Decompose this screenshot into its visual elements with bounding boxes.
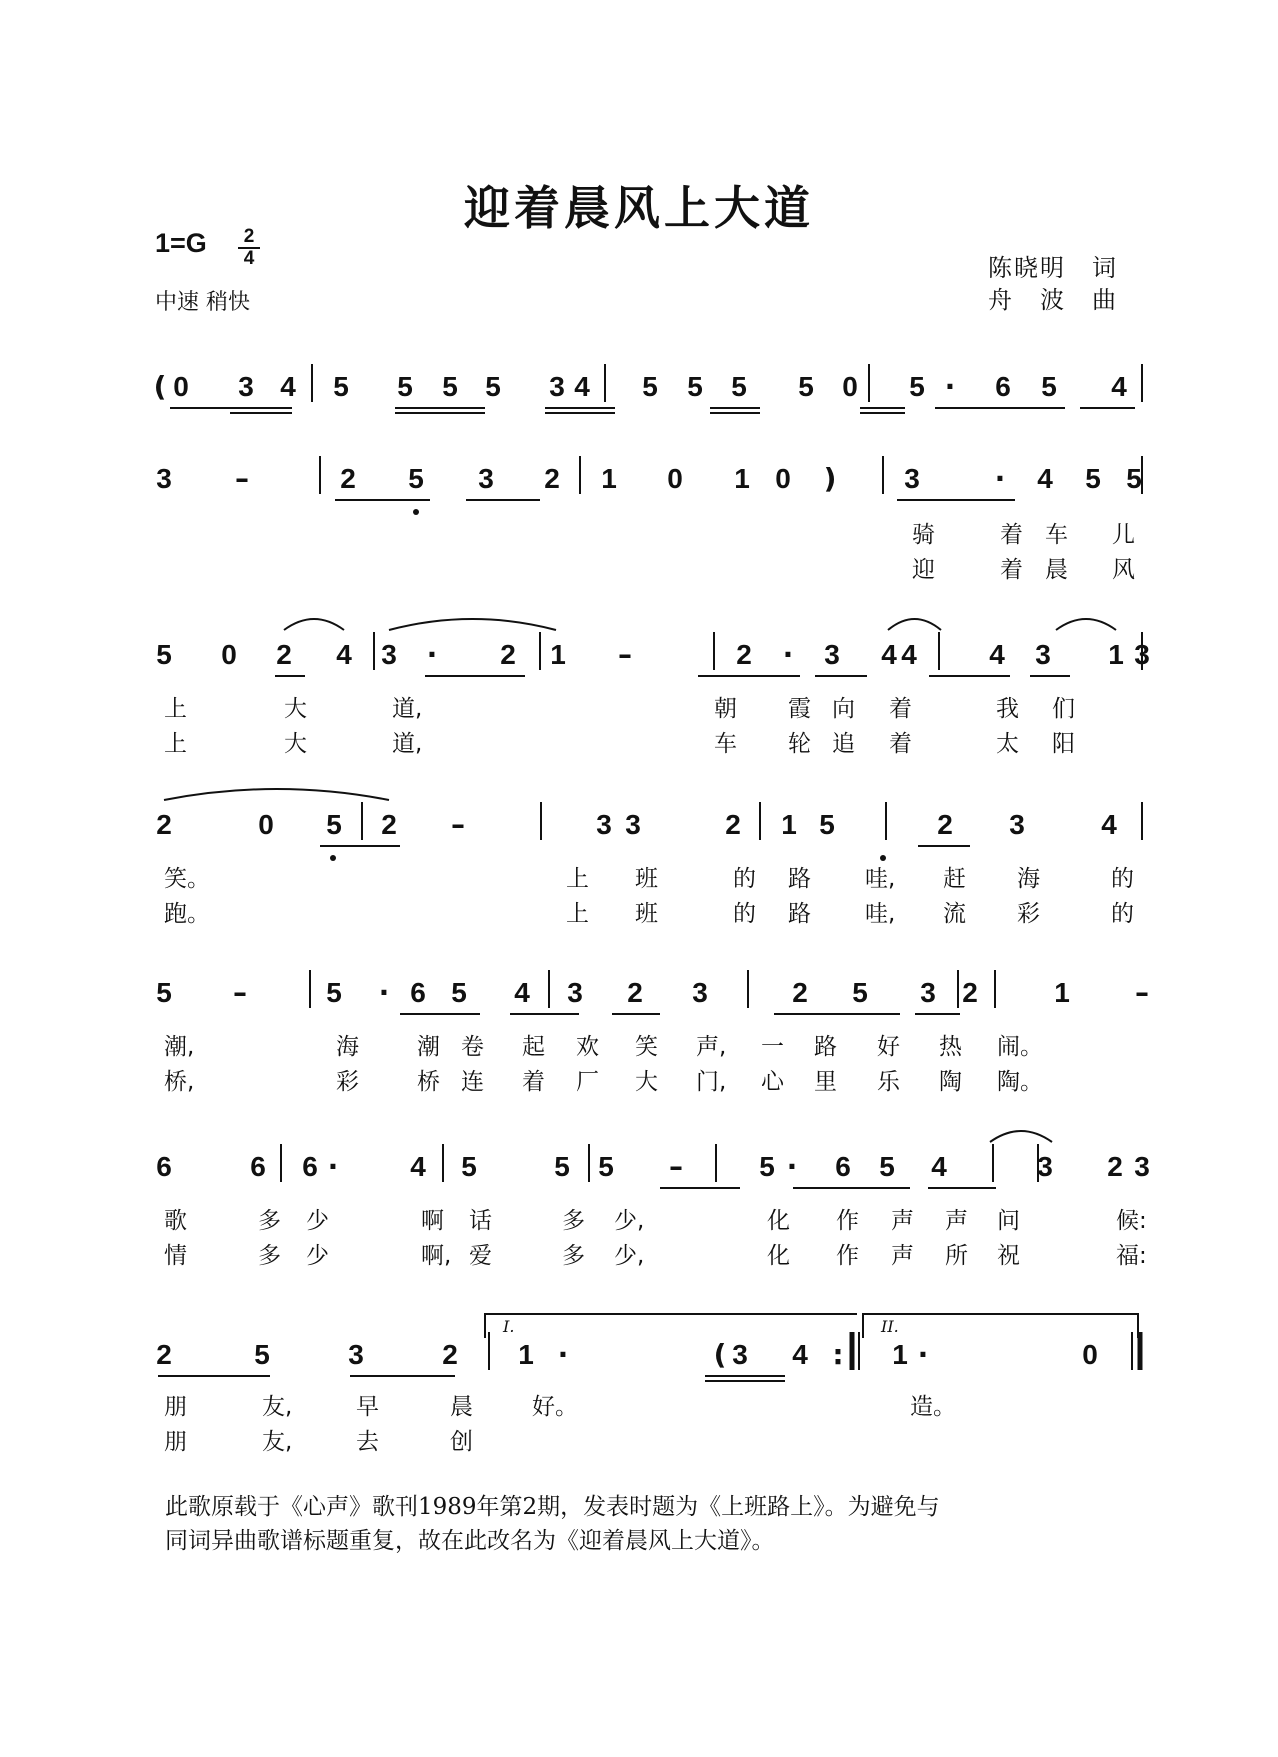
dot: · [994, 462, 1006, 495]
lyric-verse-1: 候: [1116, 1208, 1147, 1234]
note: 5 [759, 1151, 775, 1182]
lyric-verse-1: 问 [997, 1208, 1020, 1234]
lyric-verse-1: 起 [522, 1034, 545, 1060]
lyric-verse-1: 潮 [417, 1034, 440, 1060]
lyric-verse-1: 少, [614, 1208, 645, 1234]
note: 5 [1126, 463, 1142, 494]
note: 4 [931, 1151, 947, 1182]
note: 2 [725, 809, 741, 840]
lyric-verse-2: 所 [945, 1243, 968, 1269]
lyric-verse-2: 车 [714, 731, 737, 757]
lyric-verse-2: 陶。 [997, 1069, 1043, 1095]
note: 3 [381, 639, 397, 670]
note: 5 [798, 371, 814, 402]
time-signature-denominator: 4 [243, 248, 255, 269]
lyric-verse-2: 着 [1000, 557, 1023, 583]
lyric-verse-1: 车 [1045, 522, 1068, 548]
lyric-verse-2: 大 [635, 1069, 658, 1095]
lyric-verse-1: 闹。 [997, 1034, 1043, 1060]
note: 3 [478, 463, 494, 494]
lyric-verse-1: 一 [761, 1034, 784, 1060]
lyric-verse-2: 门, [696, 1069, 727, 1095]
lyric-verse-2: 追 [832, 731, 855, 757]
paren: ( [153, 370, 167, 403]
lyric-verse-1: 歌 [164, 1208, 187, 1234]
song-title: 迎着晨风上大道 [464, 181, 814, 235]
lyric-verse-1: 好。 [532, 1394, 578, 1420]
footnote [165, 1490, 1165, 1558]
lyric-verse-1: 的 [1111, 866, 1134, 892]
lyric-verse-1: 晨 [450, 1394, 473, 1420]
note: 5 [156, 639, 172, 670]
note: 6 [302, 1151, 318, 1182]
note: 3 [1134, 639, 1150, 670]
lyric-verse-1: 霞 [788, 696, 811, 722]
lyric-verse-1: 早 [356, 1394, 379, 1420]
time-signature-numerator: 2 [243, 226, 255, 247]
note: 3 [824, 639, 840, 670]
note: 0 [258, 809, 274, 840]
note: 3 [567, 977, 583, 1008]
lyric-verse-2: 大 [284, 731, 307, 757]
dot: · [426, 638, 438, 671]
slur [389, 619, 556, 630]
note: 3 [156, 463, 172, 494]
lyric-verse-1: 卷 [461, 1034, 484, 1060]
low-octave-dot [330, 855, 336, 861]
lyric-verse-2: 朋 [164, 1429, 187, 1455]
note: 4 [901, 639, 917, 670]
lyric-verse-1: 朝 [714, 696, 737, 722]
note: 5 [819, 809, 835, 840]
lyric-verse-1: 作 [836, 1208, 859, 1234]
lyric-verse-2: 里 [814, 1069, 837, 1095]
note: 5 [333, 371, 349, 402]
lyric-verse-1: 声, [696, 1034, 727, 1060]
note: 5 [408, 463, 424, 494]
lyric-verse-2: 道, [392, 731, 423, 757]
note: 6 [835, 1151, 851, 1182]
note: 1 [601, 463, 617, 494]
volta-bracket-2 [863, 1314, 1138, 1338]
lyric-verse-2: 着 [889, 731, 912, 757]
lyric-verse-2: 上 [164, 731, 187, 757]
lyric-verse-1: 路 [788, 866, 811, 892]
lyric-verse-1: 大 [284, 696, 307, 722]
note: 4 [574, 371, 590, 402]
note: 4 [336, 639, 352, 670]
lyric-verse-2: 桥 [417, 1069, 440, 1095]
dash: – [235, 462, 249, 495]
lyric-verse-2: 福: [1116, 1243, 1147, 1269]
note: 1 [1108, 639, 1124, 670]
lyric-verse-2: 桥, [164, 1069, 195, 1095]
lyric-verse-2: 连 [461, 1069, 484, 1095]
lyric-verse-1: 化 [767, 1208, 790, 1234]
lyric-verse-2: 陶 [939, 1069, 962, 1095]
dash: – [233, 976, 247, 1009]
note: 6 [410, 977, 426, 1008]
note: 5 [326, 977, 342, 1008]
lyric-verse-1: 着 [1000, 522, 1023, 548]
note: 2 [340, 463, 356, 494]
note: 5 [1041, 371, 1057, 402]
lyric-verse-1: 骑 [912, 522, 935, 548]
note: 5 [451, 977, 467, 1008]
note: 2 [962, 977, 978, 1008]
note: 0 [775, 463, 791, 494]
note: 3 [692, 977, 708, 1008]
lyric-verse-2: 多 [562, 1243, 585, 1269]
lyric-verse-1: 海 [1017, 866, 1040, 892]
note: 5 [598, 1151, 614, 1182]
lyric-verse-1: 话 [469, 1208, 492, 1234]
note: 5 [879, 1151, 895, 1182]
lyric-verse-1: 路 [814, 1034, 837, 1060]
lyric-verse-1: 造。 [910, 1394, 956, 1420]
dot: · [782, 638, 794, 671]
note: 5 [909, 371, 925, 402]
note: 0 [842, 371, 858, 402]
lyric-verse-2: 作 [836, 1243, 859, 1269]
note: 2 [544, 463, 560, 494]
note: 3 [732, 1339, 748, 1370]
dot: · [327, 1150, 339, 1183]
note: 1 [892, 1339, 908, 1370]
lyric-verse-2: 流 [943, 901, 966, 927]
lyric-verse-1: 们 [1052, 696, 1075, 722]
lyric-verse-2: 跑。 [164, 901, 210, 927]
lyric-verse-2: 轮 [788, 731, 811, 757]
lyric-verse-2: 心 [761, 1069, 784, 1095]
note: 2 [1107, 1151, 1123, 1182]
lyric-verse-1: 啊 [421, 1208, 444, 1234]
lyric-verse-1: 班 [635, 866, 658, 892]
note: 3 [625, 809, 641, 840]
note: 0 [173, 371, 189, 402]
lyric-verse-2: 哇, [865, 901, 896, 927]
note: 1 [518, 1339, 534, 1370]
note: 4 [514, 977, 530, 1008]
slur [164, 789, 389, 800]
note: 2 [792, 977, 808, 1008]
note: 4 [1101, 809, 1117, 840]
lyric-verse-2: 乐 [877, 1069, 900, 1095]
note: 2 [381, 809, 397, 840]
lyric-verse-1: 哇, [865, 866, 896, 892]
lyric-verse-2: 风 [1112, 557, 1135, 583]
low-octave-dot [880, 855, 886, 861]
lyric-verse-1: 赶 [943, 866, 966, 892]
note: 2 [500, 639, 516, 670]
lyric-verse-1: 声 [945, 1208, 968, 1234]
lyric-verse-1: 潮, [164, 1034, 195, 1060]
note: 2 [937, 809, 953, 840]
note: 5 [326, 809, 342, 840]
repeat-dots: : [832, 1338, 844, 1371]
lyric-verse-1: 笑。 [164, 866, 210, 892]
note: 0 [221, 639, 237, 670]
lyric-verse-2: 少, [614, 1243, 645, 1269]
note: 3 [348, 1339, 364, 1370]
dot: · [378, 976, 390, 1009]
note: 6 [156, 1151, 172, 1182]
lyric-verse-1: 儿 [1112, 522, 1135, 548]
note: 3 [238, 371, 254, 402]
note: 5 [687, 371, 703, 402]
note: 3 [1009, 809, 1025, 840]
note: 5 [1085, 463, 1101, 494]
note: 4 [1037, 463, 1053, 494]
lyric-verse-1: 声 [891, 1208, 914, 1234]
note: 1 [734, 463, 750, 494]
lyric-verse-1: 我 [996, 696, 1019, 722]
lyric-verse-1: 向 [832, 696, 855, 722]
lyric-verse-2: 厂 [576, 1069, 599, 1095]
volta-label-1: I. [503, 1317, 515, 1336]
dash: – [618, 638, 632, 671]
note: 4 [1111, 371, 1127, 402]
composer-credit: 舟 波 曲 [988, 286, 1118, 314]
dot: · [786, 1150, 798, 1183]
lyric-verse-2: 班 [635, 901, 658, 927]
lyric-verse-2: 情 [164, 1243, 187, 1269]
lyric-verse-1: 多 [258, 1208, 281, 1234]
note: 4 [280, 371, 296, 402]
tempo-marking: 中速 稍快 [155, 290, 250, 315]
dot: · [917, 1338, 929, 1371]
note: 3 [1035, 639, 1051, 670]
note: 3 [904, 463, 920, 494]
note: 6 [995, 371, 1011, 402]
note: 2 [156, 809, 172, 840]
lyric-verse-2: 着 [522, 1069, 545, 1095]
dash: – [669, 1150, 683, 1183]
footnote-line-2: 同词异曲歌谱标题重复，故在此改名为《迎着晨风上大道》。 [165, 1528, 775, 1554]
lyric-verse-1: 好 [877, 1034, 900, 1060]
note: 6 [250, 1151, 266, 1182]
note: 2 [442, 1339, 458, 1370]
key-signature: 1=G [155, 228, 207, 258]
lyric-verse-1: 热 [939, 1034, 962, 1060]
lyricist-credit: 陈晓明 词 [988, 254, 1118, 282]
lyric-verse-2: 迎 [912, 557, 935, 583]
lyric-verse-1: 友, [262, 1394, 293, 1420]
lyric-verse-1: 道, [392, 696, 423, 722]
note: 0 [1082, 1339, 1098, 1370]
dash: – [1135, 976, 1149, 1009]
lyric-verse-2: 友, [262, 1429, 293, 1455]
lyric-verse-1: 多 [562, 1208, 585, 1234]
note: 0 [667, 463, 683, 494]
note: 5 [254, 1339, 270, 1370]
note: 5 [852, 977, 868, 1008]
note: 5 [442, 371, 458, 402]
note: 5 [397, 371, 413, 402]
lyric-verse-2: 创 [450, 1429, 473, 1455]
lyric-verse-2: 化 [767, 1243, 790, 1269]
low-octave-dot [413, 509, 419, 515]
note: 3 [596, 809, 612, 840]
lyric-verse-1: 朋 [164, 1394, 187, 1420]
note: 2 [627, 977, 643, 1008]
note: 1 [550, 639, 566, 670]
volta-label-2: II. [881, 1317, 899, 1336]
lyric-verse-2: 的 [1111, 901, 1134, 927]
lyric-verse-2: 阳 [1052, 731, 1075, 757]
dash: – [451, 808, 465, 841]
dot: · [557, 1338, 569, 1371]
lyric-verse-1: 笑 [635, 1034, 658, 1060]
lyric-verse-2: 的 [733, 901, 756, 927]
slur [1056, 619, 1116, 630]
note: 4 [792, 1339, 808, 1370]
note: 2 [736, 639, 752, 670]
note: 3 [920, 977, 936, 1008]
note: 2 [156, 1339, 172, 1370]
lyric-verse-2: 少 [306, 1243, 329, 1269]
note: 1 [1054, 977, 1070, 1008]
note: 3 [1134, 1151, 1150, 1182]
lyric-verse-2: 祝 [997, 1243, 1020, 1269]
note: 5 [731, 371, 747, 402]
lyric-verse-2: 彩 [336, 1069, 359, 1095]
note: 4 [881, 639, 897, 670]
note: 1 [781, 809, 797, 840]
lyric-verse-2: 太 [996, 731, 1019, 757]
note: 3 [1037, 1151, 1053, 1182]
lyric-verse-1: 海 [336, 1034, 359, 1060]
lyric-verse-1: 上 [566, 866, 589, 892]
lyric-verse-2: 去 [356, 1429, 379, 1455]
note: 5 [642, 371, 658, 402]
note: 5 [554, 1151, 570, 1182]
paren: ( [713, 1338, 727, 1371]
note: 2 [276, 639, 292, 670]
footnote-line-1: 此歌原载于《心声》歌刊1989年第2期，发表时题为《上班路上》。为避免与 [165, 1494, 940, 1520]
lyric-verse-2: 彩 [1017, 901, 1040, 927]
volta-bracket-1 [485, 1314, 857, 1338]
note: 4 [989, 639, 1005, 670]
lyric-verse-2: 啊, [421, 1243, 452, 1269]
lyric-verse-1: 的 [733, 866, 756, 892]
dot: · [944, 370, 956, 403]
note: 4 [410, 1151, 426, 1182]
slur [990, 1131, 1052, 1142]
lyric-verse-1: 欢 [576, 1034, 599, 1060]
lyric-verse-1: 上 [164, 696, 187, 722]
lyric-verse-2: 上 [566, 901, 589, 927]
lyric-verse-2: 多 [258, 1243, 281, 1269]
lyric-verse-1: 着 [889, 696, 912, 722]
lyric-verse-2: 爱 [469, 1243, 492, 1269]
slur [284, 619, 344, 630]
slur [888, 619, 941, 630]
lyric-verse-2: 晨 [1045, 557, 1068, 583]
lyric-verse-2: 路 [788, 901, 811, 927]
note: 5 [156, 977, 172, 1008]
lyric-verse-1: 少 [306, 1208, 329, 1234]
paren: ) [823, 462, 837, 495]
lyric-verse-2: 声 [891, 1243, 914, 1269]
note: 5 [461, 1151, 477, 1182]
note: 3 [549, 371, 565, 402]
note: 5 [485, 371, 501, 402]
